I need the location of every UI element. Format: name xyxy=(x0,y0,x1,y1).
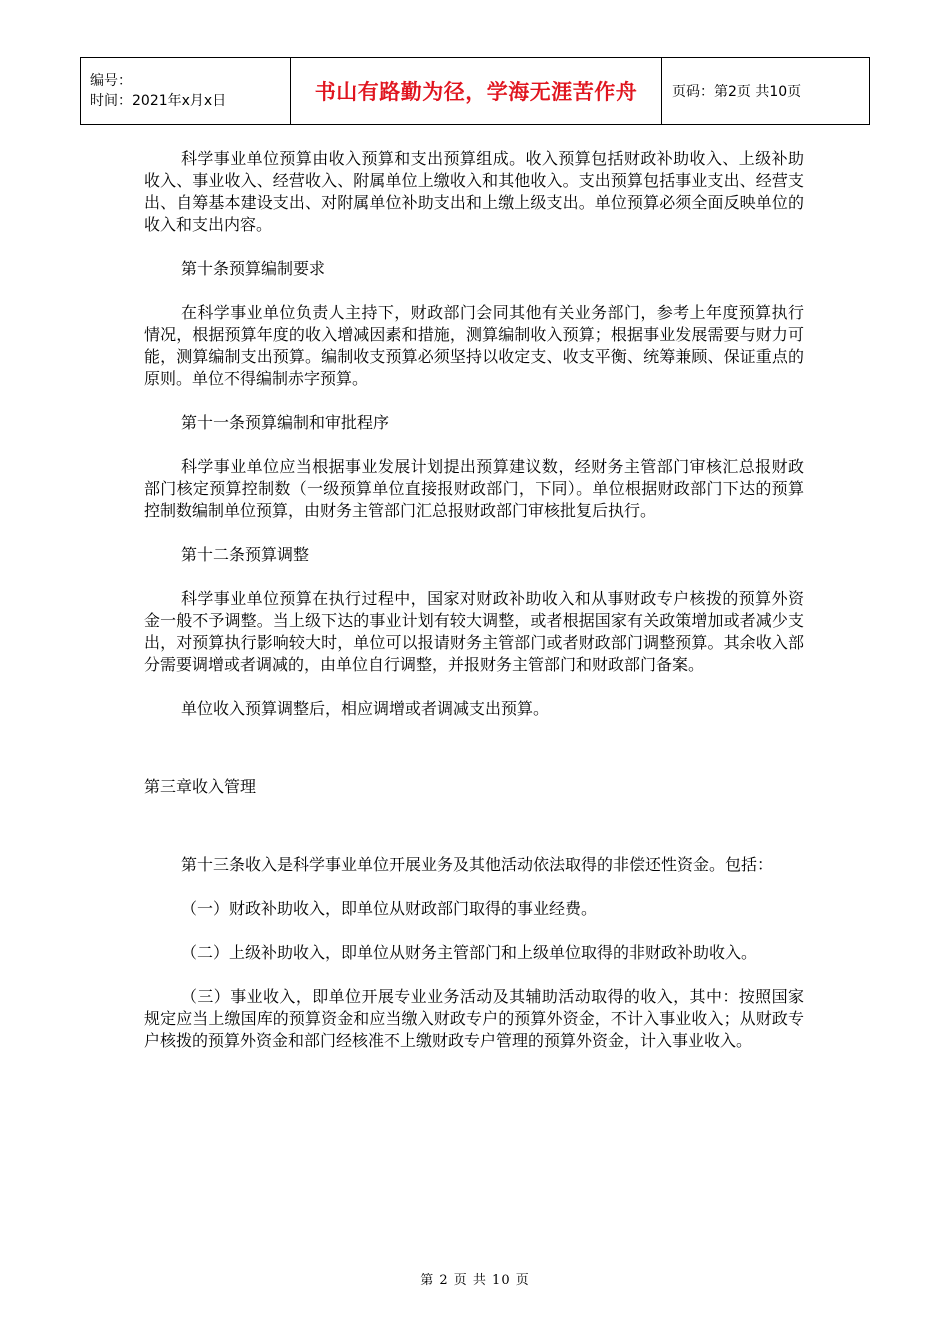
list-item: （三）事业收入，即单位开展专业业务活动及其辅助活动取得的收入，其中：按照国家规定应当上缴国库的预算资金和应当缴入财政专户的预算外资金，不计入事业收入；从财政专户核拨的预算外资金和部门经核准不上缴财政专户管理的预算外资金，计入事业收入。 xyxy=(144,987,804,1050)
paragraph: 科学事业单位预算在执行过程中，国家对财政补助收入和从事财政专户核拨的预算外资金一般不予调整。当上级下达的事业计划有较大调整，或者根据国家有关政策增加或者减少支出，对预算执行影响较大时，单位可以报请财务主管部门或者财政部门调整预算。其余收入部分需要调增或者调减的，由单位自行调整，并报财务主管部门和财政部门备案。 xyxy=(144,589,804,674)
article-heading: 第十二条预算调整 xyxy=(181,545,310,564)
header-page-info: 页码：第2页 共10页 xyxy=(662,58,870,125)
article-heading: 第十一条预算编制和审批程序 xyxy=(181,413,390,432)
document-header xyxy=(80,57,870,125)
header-motto: 书山有路勤为径，学海无涯苦作舟 xyxy=(291,58,662,125)
paragraph: 第十三条收入是科学事业单位开展业务及其他活动依法取得的非偿还性资金。包括： xyxy=(181,855,774,874)
header-meta xyxy=(81,58,291,125)
paragraph: 科学事业单位应当根据事业发展计划提出预算建议数，经财务主管部门审核汇总报财政部门核定预算控制数（一级预算单位直接报财政部门，下同）。单位根据财政部门下达的预算控制数编制单位预算，由财务主管部门汇总报财政部门审核批复后执行。 xyxy=(144,457,804,520)
list-item: （一）财政补助收入，即单位从财政部门取得的事业经费。 xyxy=(181,899,598,918)
article-heading: 第十条预算编制要求 xyxy=(181,259,326,278)
document-body xyxy=(144,148,804,1074)
list-item: （二）上级补助收入，即单位从财务主管部门和上级单位取得的非财政补助收入。 xyxy=(181,943,758,962)
time-label: 时间：2021年x月x日 xyxy=(90,93,227,109)
paragraph: 科学事业单位预算由收入预算和支出预算组成。收入预算包括财政补助收入、上级补助收入、事业收入、经营收入、附属单位上缴收入和其他收入。支出预算包括事业支出、经营支出、自筹基本建设支出、对附属单位补助支出和上缴上级支出。单位预算必须全面反映单位的收入和支出内容。 xyxy=(144,149,804,234)
chapter-heading: 第三章收入管理 xyxy=(144,777,257,796)
paragraph: 单位收入预算调整后，相应调增或者调减支出预算。 xyxy=(181,699,550,718)
paragraph: 在科学事业单位负责人主持下，财政部门会同其他有关业务部门，参考上年度预算执行情况，根据预算年度的收入增减因素和措施，测算编制收入预算；根据事业发展需要与财力可能，测算编制支出预算。编制收支预算必须坚持以收定支、收支平衡、统筹兼顾、保证重点的原则。单位不得编制赤字预算。 xyxy=(144,303,804,388)
number-label: 编号： xyxy=(90,73,132,89)
page-footer: 第 2 页 共 10 页 xyxy=(420,1273,530,1288)
